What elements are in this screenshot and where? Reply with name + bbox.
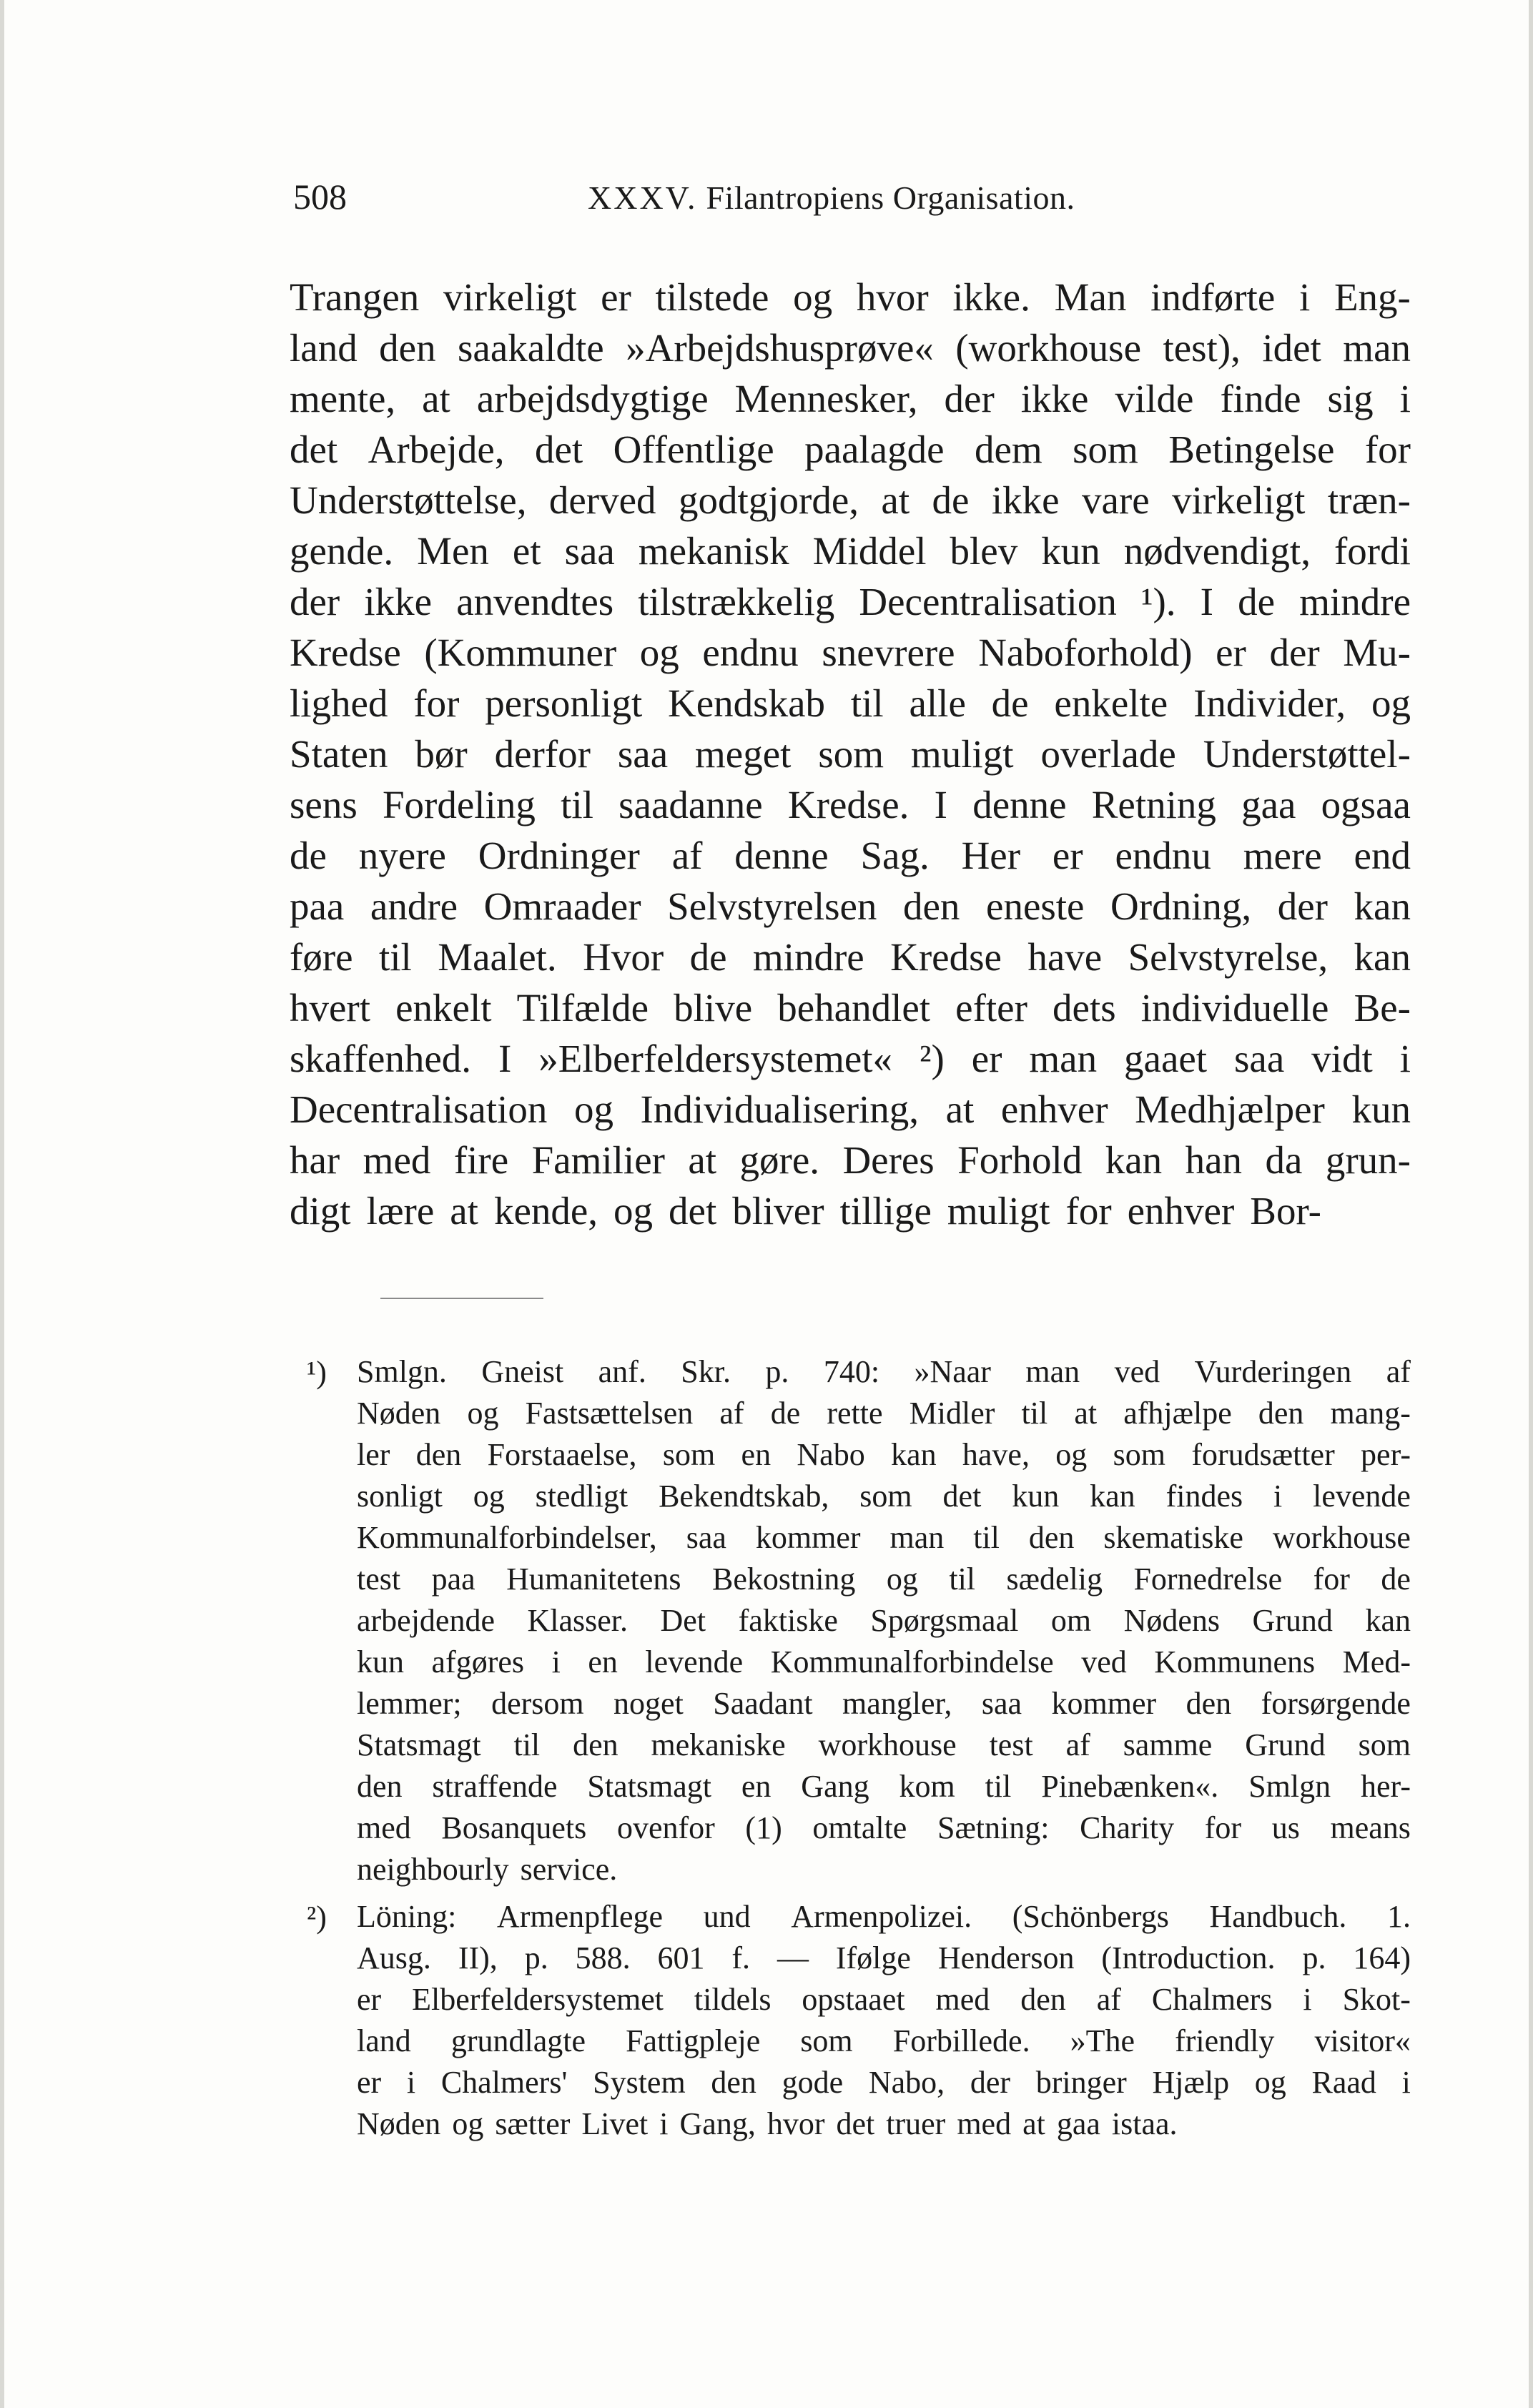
text-line: er i Chalmers' System den gode Nabo, der bringer Hjælp og Raad i bbox=[357, 2065, 1411, 2100]
text-line: Kommunalforbindelser, saa kommer man til den skematiske workhouse bbox=[357, 1520, 1411, 1555]
text-line: lighed for personligt Kendskab til alle de enkelte Individer, og bbox=[290, 681, 1411, 725]
footnote bbox=[290, 1896, 1411, 2145]
text-line: Staten bør derfor saa meget som muligt overlade Understøttel- bbox=[290, 732, 1411, 776]
text-line: gende. Men et saa mekanisk Middel blev kun nødvendigt, fordi bbox=[290, 529, 1411, 573]
text-line: arbejdende Klasser. Det faktiske Spørgsmaal om Nødens Grund kan bbox=[357, 1603, 1411, 1638]
text-line: med Bosanquets ovenfor (1) omtalte Sætning: Charity for us means bbox=[357, 1810, 1411, 1845]
footnote-separator bbox=[380, 1298, 543, 1299]
chapter-name: Filantropiens Organisation. bbox=[706, 179, 1075, 216]
text-line: sens Fordeling til saadanne Kredse. I denne Retning gaa ogsaa bbox=[290, 783, 1411, 826]
running-head bbox=[293, 176, 1409, 226]
text-line: skaffenhed. I »Elberfeldersystemet« ²) er man gaaet saa vidt i bbox=[290, 1037, 1411, 1080]
text-line: Understøttelse, derved godtgjorde, at de ikke vare virkeligt træn- bbox=[290, 478, 1411, 522]
text-line: ler den Forstaaelse, som en Nabo kan have, og som forudsætter per- bbox=[357, 1437, 1411, 1472]
text-line: har med fire Familier at gøre. Deres Forhold kan han da grun- bbox=[290, 1138, 1411, 1182]
text-line: der ikke anvendtes tilstrækkelig Decentralisation ¹). I de mindre bbox=[290, 580, 1411, 623]
text-line: kun afgøres i en levende Kommunalforbindelse ved Kommunens Med- bbox=[357, 1644, 1411, 1679]
text-line: sonligt og stedligt Bekendtskab, som det kun kan findes i levende bbox=[357, 1479, 1411, 1514]
text-line: Nøden og sætter Livet i Gang, hvor det truer med at gaa istaa. bbox=[357, 2106, 1178, 2141]
text-line: føre til Maalet. Hvor de mindre Kredse have Selvstyrelse, kan bbox=[290, 935, 1411, 979]
text-line: mente, at arbejdsdygtige Mennesker, der ikke vilde finde sig i bbox=[290, 377, 1411, 420]
text-line: den straffende Statsmagt en Gang kom til Pinebænken«. Smlgn her- bbox=[357, 1769, 1411, 1804]
chapter-number: XXXV. bbox=[588, 179, 698, 216]
text-line: land den saakaldte »Arbejdshusprøve« (workhouse test), idet man bbox=[290, 326, 1411, 370]
text-line: Löning: Armenpflege und Armenpolizei. (Schönbergs Handbuch. 1. bbox=[357, 1899, 1411, 1934]
text-line: de nyere Ordninger af denne Sag. Her er endnu mere end bbox=[290, 834, 1411, 877]
text-line: hvert enkelt Tilfælde blive behandlet efter dets individuelle Be- bbox=[290, 986, 1411, 1030]
chapter-title bbox=[588, 179, 1075, 217]
footnote-mark: ¹) bbox=[307, 1355, 327, 1390]
text-line: Statsmagt til den mekaniske workhouse test af samme Grund som bbox=[357, 1727, 1411, 1762]
main-text bbox=[290, 272, 1411, 1236]
footnotes bbox=[290, 1351, 1411, 2151]
text-line: test paa Humanitetens Bekostning og til sædelig Fornedrelse for de bbox=[357, 1561, 1411, 1597]
text-line: Trangen virkeligt er tilstede og hvor ikke. Man indførte i Eng- bbox=[290, 275, 1411, 319]
footnote bbox=[290, 1351, 1411, 1890]
text-line: er Elberfeldersystemet tildels opstaaet med den af Chalmers i Skot- bbox=[357, 1982, 1411, 2017]
text-line: Ausg. II), p. 588. 601 f. — Ifølge Henderson (Introduction. p. 164) bbox=[357, 1940, 1411, 1975]
text-line: lemmer; dersom noget Saadant mangler, saa kommer den forsørgende bbox=[357, 1686, 1411, 1721]
text-line: digt lære at kende, og det bliver tillige muligt for enhver Bor- bbox=[290, 1189, 1321, 1233]
text-line: paa andre Omraader Selvstyrelsen den eneste Ordning, der kan bbox=[290, 884, 1411, 928]
footnote-mark: ²) bbox=[307, 1900, 327, 1935]
text-line: Nøden og Fastsættelsen af de rette Midler til at afhjælpe den mang- bbox=[357, 1396, 1411, 1431]
text-line: neighbourly service. bbox=[357, 1852, 618, 1887]
text-line: det Arbejde, det Offentlige paalagde dem som Betingelse for bbox=[290, 428, 1411, 471]
text-line: land grundlagte Fattigpleje som Forbillede. »The friendly visitor« bbox=[357, 2023, 1411, 2058]
page-number: 508 bbox=[293, 177, 347, 217]
text-line: Decentralisation og Individualisering, at enhver Medhjælper kun bbox=[290, 1087, 1411, 1131]
text-line: Smlgn. Gneist anf. Skr. p. 740: »Naar man ved Vurderingen af bbox=[357, 1354, 1411, 1389]
text-line: Kredse (Kommuner og endnu snevrere Naboforhold) er der Mu- bbox=[290, 631, 1411, 674]
